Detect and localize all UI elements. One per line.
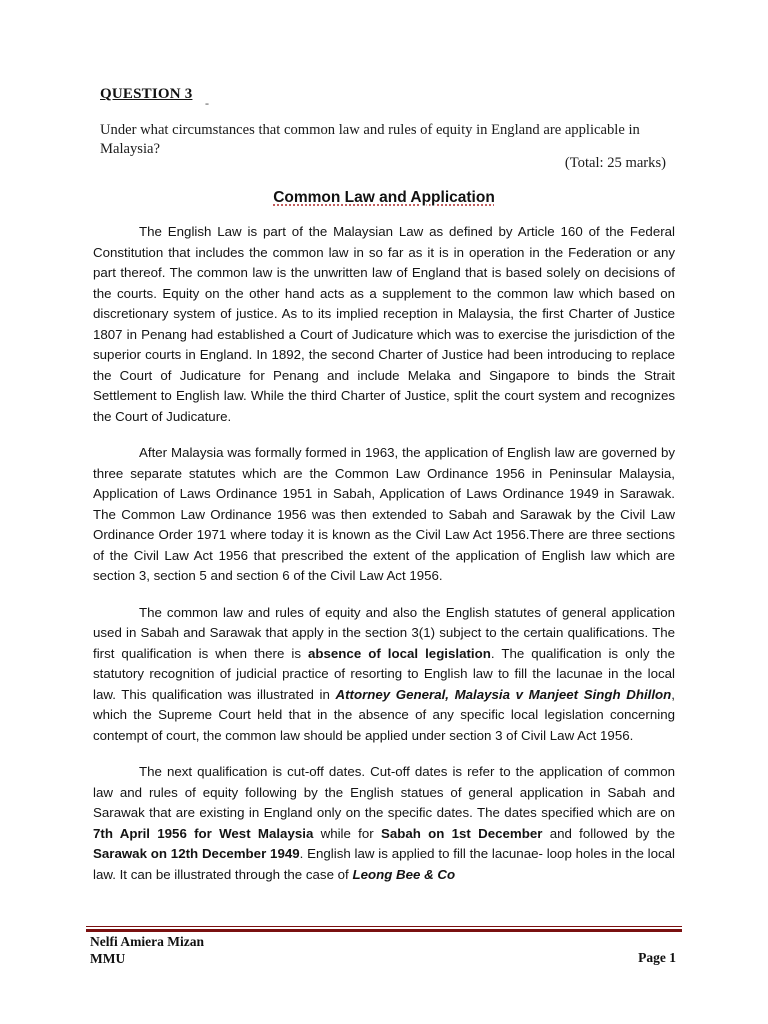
footer-divider-thick: [86, 929, 682, 932]
body-paragraph: [93, 603, 675, 747]
body-paragraph: [93, 762, 675, 885]
footer-author-name: Nelfi Amiera Mizan: [90, 934, 204, 949]
paragraph-text: The common law and rules of equity and also the English statutes of general application used in Sabah and Sarawak that apply in the section 3(1) subject to the certain qualifications. The first qualification is when there is: [93, 604, 675, 661]
paragraph-text: After Malaysia was formally formed in 1963, the application of English law are governed by three separate statutes which are the Common Law Ordinance 1956 in Peninsular Malaysia, Application of Laws Ordinance 1951 in Sabah, Application of Laws Ordinance 1949 in Sarawak. The Common Law Ordinance 1956 was then extended to Sabah and Sarawak by the Civil Law Ordinance Order 1971 where today it is known as the Civil Law Act 1956.There are three sections of the Civil Law Act 1956 that prescribed the extent of the application of English law which are section 3, section 5 and section 6 of the Civil Law Act 1956.: [93, 445, 675, 583]
emphasis-text: Sabah on 1st December: [380, 825, 543, 841]
paragraph-text: . The qualification is only the statutory recognition of judicial practice of resorting to English law to fill the lacunae in the local law. This qualification was illustrated in: [93, 645, 675, 702]
paragraph-text: , which the Supreme Court held that in the absence of any specific local legislation concerning contempt of court, the common law should be applied under section 3 of Civil Law Act 1956.: [93, 686, 675, 743]
footer-author-block: [90, 933, 204, 967]
footer-institution: MMU: [90, 951, 126, 966]
paragraph-text: The next qualification is cut-off dates. Cut-off dates is refer to the application of common law and rules of equity following by the English statues of general application in Sabah and Sarawak that are existing in England only on the specific dates. The dates specified which are on: [93, 764, 675, 820]
question-marks: (Total: 25 marks): [564, 155, 666, 171]
paragraph-text: and followed by the: [542, 825, 675, 841]
question-text: Under what circumstances that common law and rules of equity in England are applicable in Malaysia?: [100, 122, 640, 157]
document-body: [93, 222, 675, 901]
case-citation: Attorney General, Malaysia v Manjeet Singh Dhillon: [335, 686, 672, 702]
document-title: [0, 189, 768, 207]
question-heading-mark: -: [205, 96, 209, 110]
emphasis-text: Sarawak on 12th December 1949: [93, 846, 300, 861]
emphasis-text: absence of local legislation: [308, 645, 491, 661]
emphasis-text: 7th April 1956 for West Malaysia: [93, 825, 314, 841]
footer-page-number: Page 1: [638, 950, 676, 965]
body-paragraph: [93, 222, 675, 427]
footer-divider: [86, 926, 682, 927]
paragraph-text: . English law is applied to fill the lacunae- loop holes in the local law. It can be illustrated through the case of: [93, 846, 676, 882]
paragraph-text: The English Law is part of the Malaysian Law as defined by Article 160 of the Federal Constitution that includes the common law in so far as it is in operation in the Federation or any part thereof. The common law is the unwritten law of England that is based solely on decisions of the courts. Equity on the other hand acts as a supplement to the common law which based on discretionary system of justice. As to its implied reception in Malaysia, the first Charter of Justice 1807 in Penang had established a Court of Judicature which was to exercise the jurisdiction of the superior courts in England. In 1892, the second Charter of Justice had been introducing to replace the Court of Judicature for Penang and include Melaka and Singapore to binds the Strait Settlement to English law. While the third Charter of Justice, split the court system and recognizes the Court of Judicature.: [93, 224, 675, 424]
case-citation: Leong Bee & Co: [352, 866, 456, 882]
paragraph-text: while for: [313, 825, 381, 841]
document-title-text: Common Law and Application: [273, 189, 495, 206]
body-paragraph: [93, 443, 675, 587]
question-heading: QUESTION 3: [100, 86, 193, 102]
